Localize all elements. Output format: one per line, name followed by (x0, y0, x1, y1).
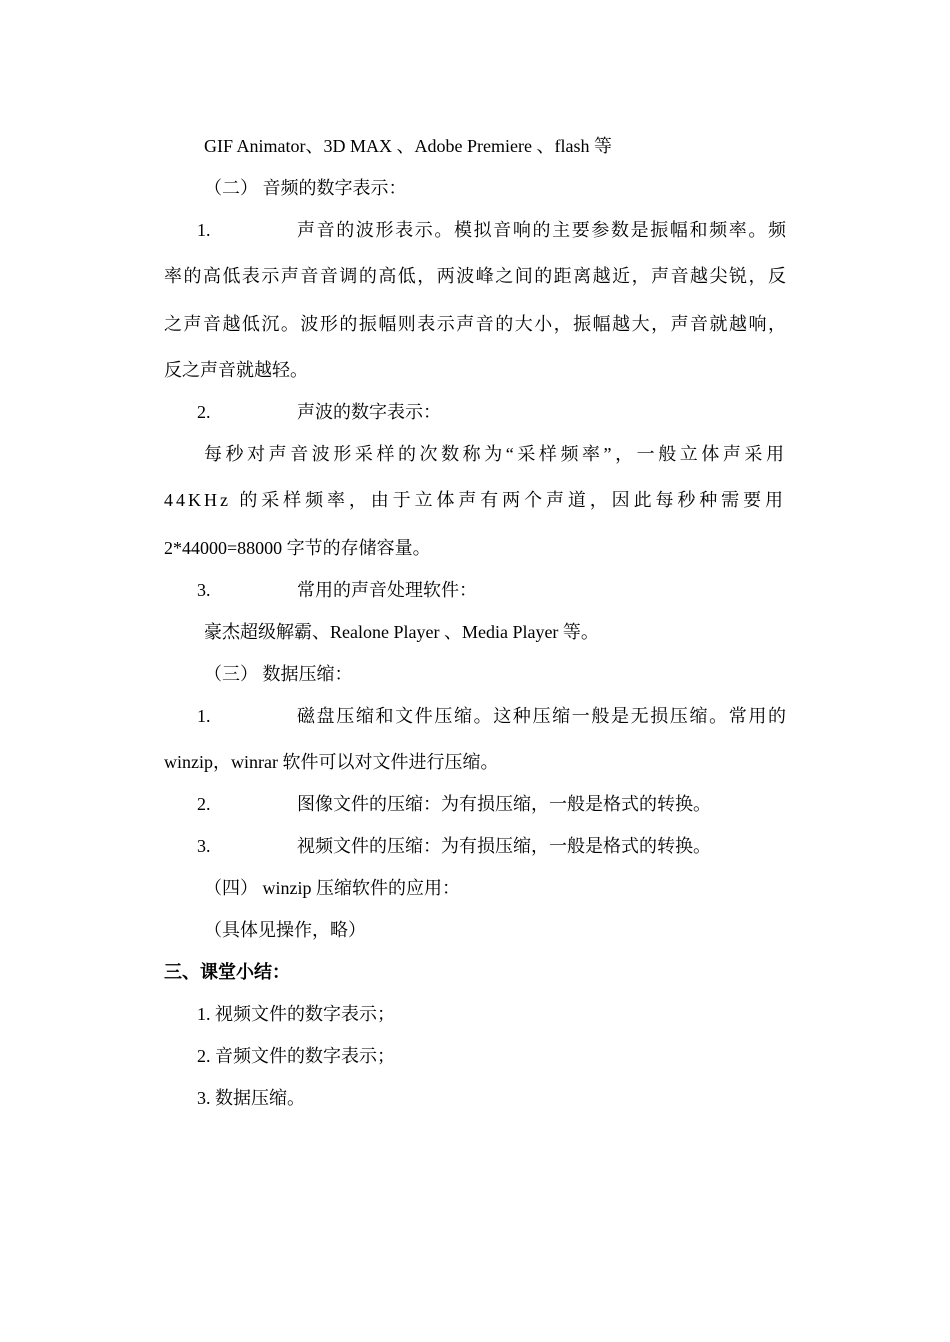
item-text: 视频文件的压缩：为有损压缩，一般是格式的转换。 (297, 836, 711, 856)
paragraph-line: 率的高低表示声音音调的高低，两波峰之间的距离越近，声音越尖锐，反 (164, 266, 786, 286)
summary-heading: 三、课堂小结： (164, 962, 290, 982)
paragraph-line: winzip，winrar 软件可以对文件进行压缩。 (164, 752, 499, 772)
paragraph-line: 2*44000=88000 字节的存储容量。 (164, 538, 431, 558)
software-list-line: 豪杰超级解霸、Realone Player 、Media Player 等。 (204, 622, 599, 642)
paragraph-line: 每秒对声音波形采样的次数称为“采样频率”，一般立体声采用 (204, 444, 786, 464)
item-number: 2. (197, 794, 211, 814)
summary-item: 2. 音频文件的数字表示； (197, 1046, 395, 1066)
note-line: （具体见操作，略） (204, 920, 366, 940)
item-number: 3. (197, 580, 211, 600)
item-text: 声波的数字表示： (297, 402, 441, 422)
summary-item: 1. 视频文件的数字表示； (197, 1004, 395, 1024)
paragraph-line: 反之声音就越轻。 (164, 360, 308, 380)
section-heading-winzip: （四） winzip 压缩软件的应用： (204, 878, 460, 898)
item-number: 1. (197, 706, 211, 726)
paragraph-line: 之声音越低沉。波形的振幅则表示声音的大小，振幅越大，声音就越响， (164, 314, 786, 334)
item-number: 2. (197, 402, 211, 422)
paragraph-line: 声音的波形表示。模拟音响的主要参数是振幅和频率。频 (297, 220, 786, 240)
paragraph-line: 磁盘压缩和文件压缩。这种压缩一般是无损压缩。常用的 (297, 706, 786, 726)
paragraph-line: 44KHz 的采样频率，由于立体声有两个声道，因此每秒种需要用 (164, 490, 786, 510)
software-list-line: GIF Animator、3D MAX 、Adobe Premiere 、flash 等 (204, 136, 612, 156)
item-text: 常用的声音处理软件： (297, 580, 477, 600)
item-number: 3. (197, 836, 211, 856)
item-text: 图像文件的压缩：为有损压缩，一般是格式的转换。 (297, 794, 711, 814)
item-number: 1. (197, 220, 211, 240)
section-heading-compression: （三） 数据压缩： (204, 664, 353, 684)
section-heading-audio: （二） 音频的数字表示： (204, 178, 407, 198)
summary-item: 3. 数据压缩。 (197, 1088, 305, 1108)
